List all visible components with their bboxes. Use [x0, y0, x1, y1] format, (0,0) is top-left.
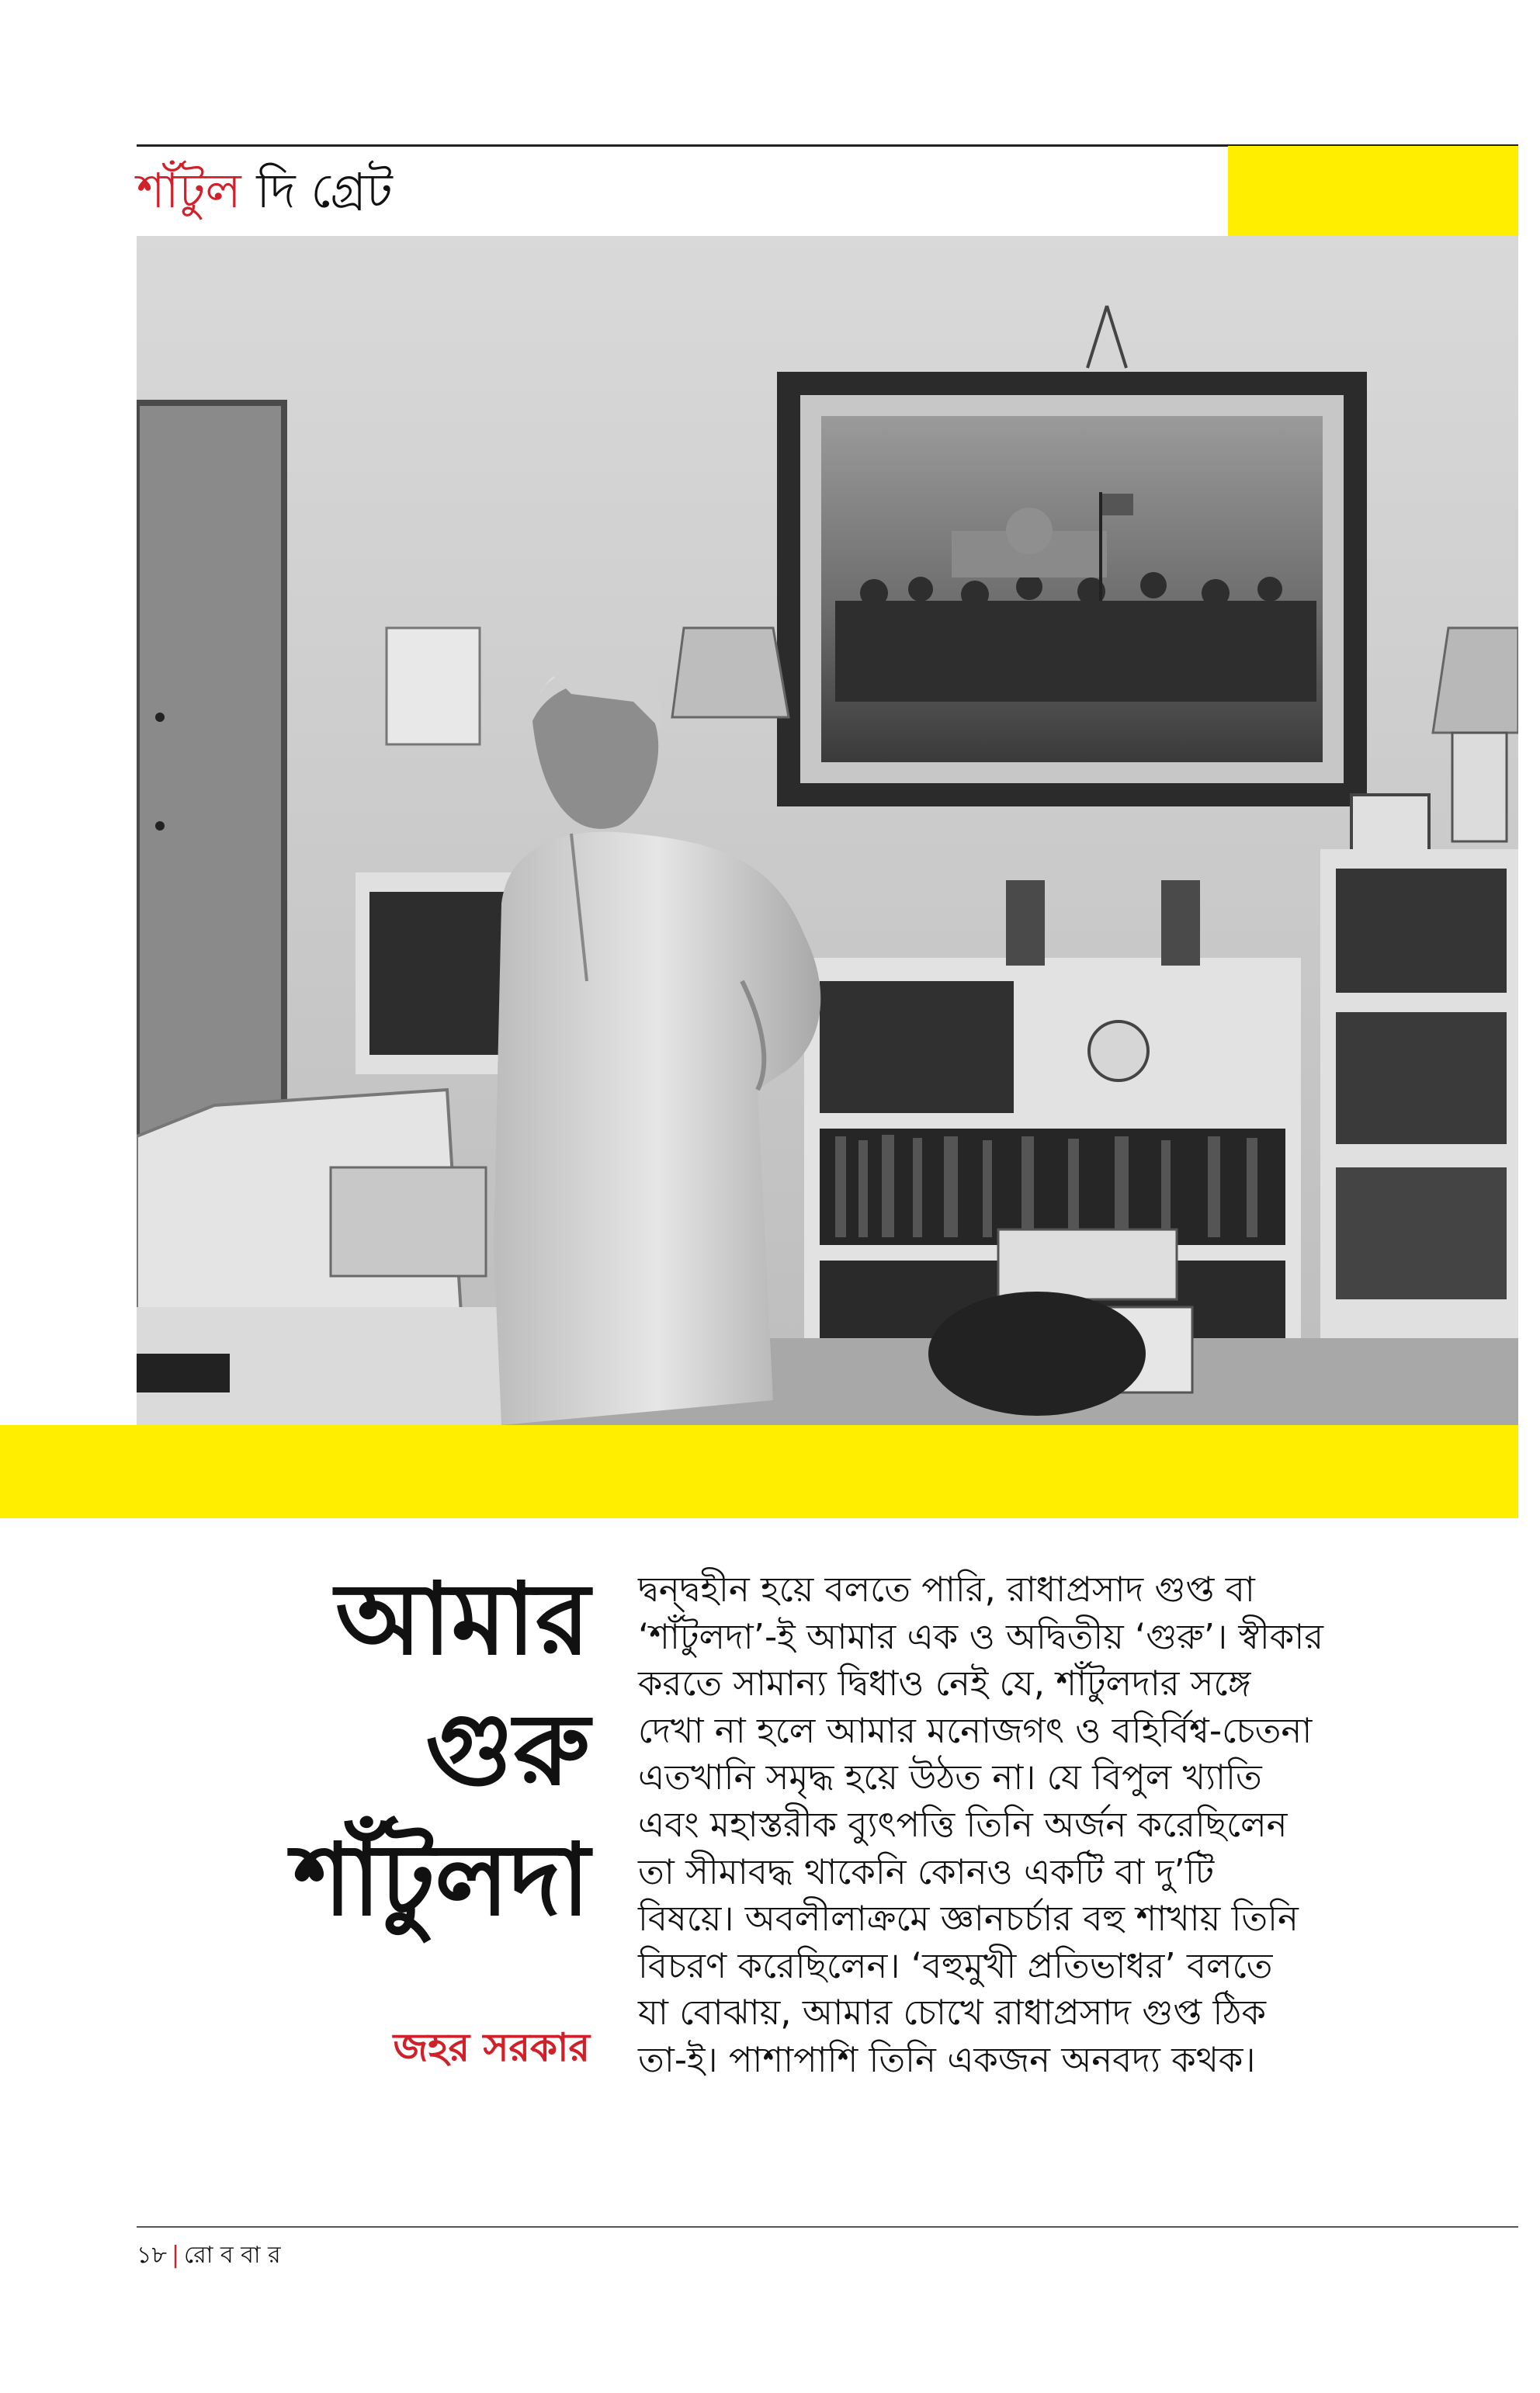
- body-line: ‘শাঁটুলদা’-ই আমার এক ও অদ্বিতীয় ‘গুরু’। স্বীকার: [638, 1615, 1324, 1657]
- body-line: দেখা না হলে আমার মনোজগৎ ও বহির্বিশ্ব-চেতনা: [638, 1709, 1313, 1751]
- body-line: করতে সামান্য দ্বিধাও নেই যে, শাঁটুলদার সঙ্গে: [638, 1663, 1251, 1705]
- body-line: বিচরণ করেছিলেন। ‘বহুমুখী প্রতিভাধর’ বলতে: [638, 1944, 1273, 1986]
- section-header-accent: শাঁটুল: [137, 162, 241, 219]
- yellow-band: [0, 1425, 1518, 1518]
- body-line: বিষয়ে। অবলীলাক্রমে জ্ঞানচর্চার বহু শাখায় তিনি: [638, 1898, 1299, 1940]
- headline-line-2: গুরু: [425, 1691, 590, 1808]
- publication-name: রো ব বা র: [184, 2242, 281, 2269]
- headline-line-1: আমার: [335, 1561, 590, 1677]
- headline-line-3: শাঁটুলদা: [293, 1822, 590, 1938]
- portrait-photo: [137, 236, 1518, 1425]
- page-number: ১৮: [137, 2242, 167, 2269]
- byline: জহর সরকার: [393, 2025, 590, 2070]
- yellow-corner-tab: [1228, 146, 1518, 236]
- footer-separator: |: [171, 2242, 180, 2269]
- body-line: তা সীমাবদ্ধ থাকেনি কোনও একটি বা দু’টি: [638, 1850, 1215, 1892]
- page-footer: [137, 2240, 281, 2271]
- section-header-rest: দি গ্রেট: [241, 162, 393, 219]
- bottom-rule: [137, 2226, 1518, 2228]
- body-line: এতখানি সমৃদ্ধ হয়ে উঠত না। যে বিপুল খ্যাতি: [638, 1757, 1262, 1798]
- body-line: এবং মহাস্তরীক ব্যুৎপত্তি তিনি অর্জন করেছিলেন: [638, 1803, 1288, 1845]
- headline: [155, 1554, 590, 1945]
- body-line: দ্বন্দ্বহীন হয়ে বলতে পারি, রাধাপ্রসাদ গুপ্ত বা: [638, 1569, 1255, 1610]
- article-body: [638, 1566, 1507, 2084]
- section-header: [137, 160, 393, 222]
- body-line: তা-ই। পাশাপাশি তিনি একজন অনবদ্য কথক।: [638, 2038, 1256, 2080]
- body-line: যা বোঝায়, আমার চোখে রাধাপ্রসাদ গুপ্ত ঠিক: [638, 1992, 1266, 2034]
